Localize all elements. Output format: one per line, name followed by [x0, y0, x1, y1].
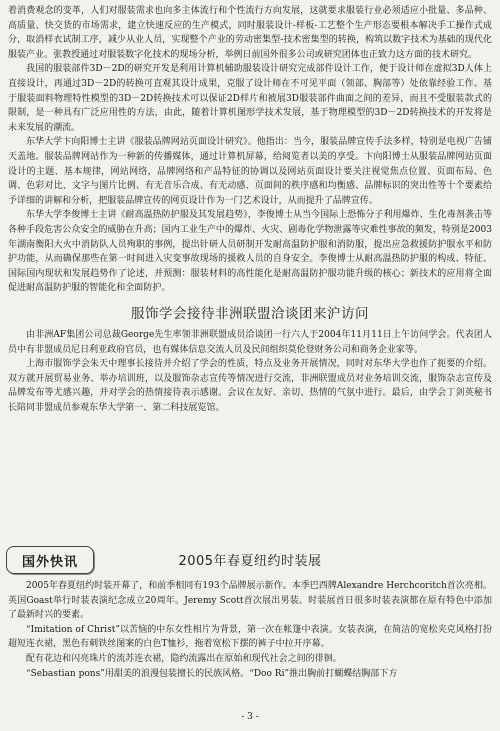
- paragraph: 东华大学卞向阳博士主讲《服装品牌网站页面设计研究》。他指出：当今，服装品牌宣传手法多样，特别是电视广告铺天盖地。服装品牌网站作为一种新的传播媒体，通过计算机屏幕，给阅览者以美的享受。卞向阳博士从服装品牌网站页面设计的主题、基本规律，网站网络，品牌网络和产品特征的协调以及网站页面设计要关注视觉焦点位置、页面布局、色调、色彩对比、文字与图片比例、有无音乐合成、有无动感、页面间的秩序感和均衡感、品牌标识的突出性等十个要素给予详细的讲解和分析，把服装品牌宣传的网页设计作为一门艺术设计，从而提升了品牌宣传。: [8, 137, 492, 206]
- paragraph: 配有花边和闪亮珠片的流苏连衣裙，隐约流露出在原始和现代社会之间的徘徊。: [26, 653, 342, 664]
- article-seminar-body: [8, 4, 492, 296]
- article-african-union-body: [8, 328, 492, 416]
- foreign-news-badge: 国外快讯: [6, 546, 94, 574]
- article-ny-fashion-body: [8, 579, 492, 681]
- paragraph: 2005年春夏纽约时装开幕了，和前季相同有193个品牌展示新作。本季巴西牌Alexandre Herchcoritch首次亮相。英国Goast举行时装表演纪念成立20周年。Jeremy Scott首次展出男装。时装展首日很多时装表演都在原有特色中添加了最新时兴的要素。: [8, 581, 492, 621]
- paragraph: “Imitation of Christ”以苦恼的中东女性相片为背景，第一次在帐篷中表演。女装表演，在简洁的宽松夹克风格打扮超短连衣裙，黑色有刺铁丝图案的白色T恤衫，拖着宽松下摆的裤子中拉开序幕。: [8, 624, 492, 650]
- paragraph: “Sebastian pons”用甜美的浪漫包装擅长的民族风格。“Doo Ri”推出胸前打蝴蝶结胸部下方: [26, 668, 398, 679]
- paragraph: 由非洲AF集团公司总裁George先生率领非洲联盟成员洽谈团一行六人于2004年11月11日上午访问学会。代表团人员中有非盟成员尼日利亚政府官员，也有媒体信息交流人员及民间组织莫伦登财务公司和商务企业家等。: [8, 330, 492, 355]
- paragraph: 东华大学李俊博士主讲《耐高温热防护服及其发展趋势》，李俊博士从当今国际上恐怖分子利用爆炸、生化毒剂袭击等各种手段危害公众安全的威胁在升高；国内工业生产中的爆炸、火灾、剧毒化学物泄露等灾难性事故的频发，特别是2003年湖南衡阳大火中消防队人员殉职的事例，提出针研人员研制开发耐高温防护服和消防服，提出应急救援防护服水平和防护功能，从而确保那些在第一时间进入灾变事故现场的援救人员的自身安全。李俊博士从耐高温热防护服的构成、特征、国际国内现状和发展趋势作了论述，并预测：服装材料的高性能化是耐高温防护服功能升级的核心；新技术的应用将全面促进耐高温防护服的智能化和全面防护。: [8, 210, 492, 294]
- paragraph: 我国的服装部件3D－2D的研究开发是利用计算机辅助服装设计研究完成部件设计工作，便于设计师在虚拟3D人体上直接设计，再通过3D－2D的转换可直观其设计成果，克服了设计师在不可见平面（领部、胸部等）处依靠经验工作。基于服装面料物理特性模型的3D－2D转换技术可以保证2D样片和被展3D服装部件曲面之间的差异，而且不受服装款式的限制，是一种具有广泛应用性的方法，由此，随着计算机图形学技术发展，基于物理模型的3D－2D转换技术的开发将是未来发展的潮流。: [8, 64, 492, 133]
- article-title-african-union: 服饰学会接待非洲联盟洽谈团来沪访问: [131, 306, 369, 322]
- page-number: - 3 -: [241, 712, 259, 722]
- paragraph: 上海市服饰学会朱天中理事长接待并介绍了学会的性质，特点及业务开展情况，同时对东华大学也作了扼要的介绍。双方就开展贸易业务、举办培训班，以及服饰杂志宣传等情况进行交流，非洲联盟成员对业务培训交流，服饰杂志宣传及品牌发布等尤感兴趣，并对学会的热情接待表示感谢。会议在友好、亲切、热情的气氛中进行。最后，由学会丁剑英秘书长陪同非盟成员参观东华大学第一、第二科技展览馆。: [8, 359, 492, 413]
- paragraph: 着消费观念的变革，人们对服装需求也向多主体流行和个性流行方向发展，这就要求服装行业必须适应小批量、多品种、高质量、快交货的市场需求，建立快速反应的生产模式，同时服装设计-样板-工艺整个生产形态要根本解决手工操作式成分，取消样衣试制工序，减少从业人员，实现整个产业的劳动密集型-技术密集型的转换，构筑以数字技术为基础的现代化服装产业。张教授通过对服装数字化技术的现场分析，举例日前国外很多公司或研究团体也正致力这方面的技术研究。: [8, 6, 492, 60]
- article-title-ny-fashion-week: 2005年春夏纽约时装展: [178, 554, 322, 569]
